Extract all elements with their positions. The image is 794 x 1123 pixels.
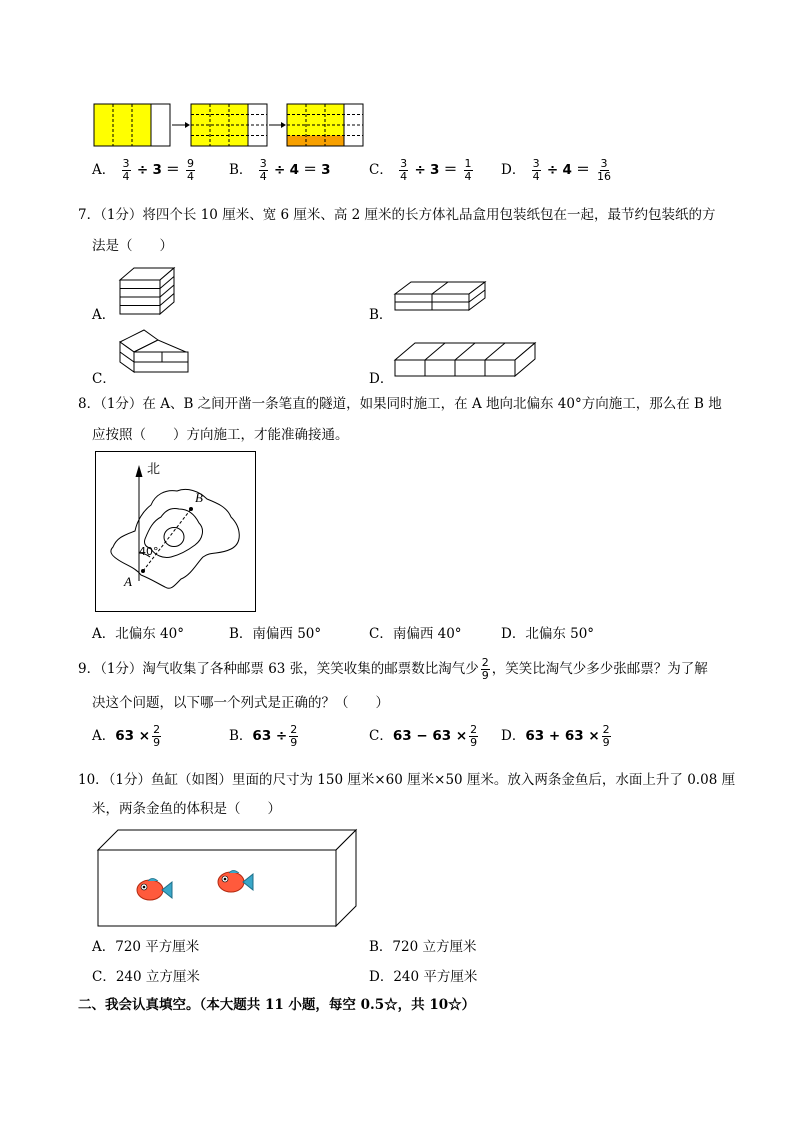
q9-stem-line2: 决这个问题，以下哪一个列式是正确的？（ ） (92, 695, 389, 711)
q9-option-a[interactable]: A．63 × $\frac{2}{9}$ (92, 723, 161, 749)
q7-row-of-four-icon (393, 340, 538, 380)
q10-option-b[interactable]: B．720 立方厘米 (369, 939, 477, 955)
q8-stem-line1: 8．（1分）在 A、B 之间开凿一条笔直的隧道，如果同时施工，在 A 地向北偏东 40°方向施工，那么在 B 地 (78, 396, 722, 412)
q6-option-c[interactable]: C． $\frac{3}{4}$ ÷ 3 ＝ $\frac{1}{4}$ (369, 157, 472, 183)
q9-option-d[interactable]: D．63 + 63 × $\frac{2}{9}$ (501, 723, 610, 749)
q7-stem-line2: 法是（ ） (92, 238, 173, 254)
section2-title: 二、我会认真填空。（本大题共 11 小题，每空 0.5☆，共 10☆） (78, 997, 476, 1013)
q9-option-c[interactable]: C．63 − 63 × $\frac{2}{9}$ (369, 723, 478, 749)
q8-option-d[interactable]: D．北偏东 50° (501, 626, 595, 642)
q10-option-d[interactable]: D．240 平方厘米 (369, 969, 478, 985)
map-angle-label: 40° (139, 545, 159, 558)
q8-option-c[interactable]: C．南偏西 40° (369, 626, 462, 642)
q7-stack-2x2-alt-icon (118, 328, 190, 376)
q7-option-a[interactable]: A． (92, 307, 116, 323)
q7-option-b[interactable]: B． (369, 307, 393, 323)
q10-option-a[interactable]: A．720 平方厘米 (92, 939, 200, 955)
q7-stem-line1: 7．（1分）将四个长 10 厘米、宽 6 厘米、高 2 厘米的长方体礼品盒用包装纸包在一起，最节约包装纸的方 (78, 207, 716, 223)
q7-stack-2x2-icon (393, 280, 488, 314)
q6-option-b[interactable]: B． $\frac{3}{4}$ ÷ 4 ＝ 3 (229, 157, 331, 183)
map-north-label: 北 (147, 461, 161, 476)
q10-fish-tank-figure (96, 828, 360, 930)
q8-option-a[interactable]: A．北偏东 40° (92, 626, 184, 642)
q7-option-d[interactable]: D． (369, 371, 394, 387)
map-point-a: A (124, 574, 132, 589)
q9-stem-line1: 9．（1分）淘气收集了各种邮票 63 张，笑笑收集的邮票数比淘气少 $\frac{2}{9}$ ，笑笑比淘气少多少张邮票？为了解 (78, 656, 708, 682)
q8-option-b[interactable]: B．南偏西 50° (229, 626, 322, 642)
q10-option-c[interactable]: C．240 立方厘米 (92, 969, 200, 985)
q10-stem-line2: 米，两条金鱼的体积是（ ） (92, 801, 281, 817)
q10-stem-line1: 10．（1分）鱼缸（如图）里面的尺寸为 150 厘米×60 厘米×50 厘米。放入两条金鱼后，水面上升了 0.08 厘 (78, 772, 736, 788)
q6-option-a[interactable]: A． $\frac{3}{4}$ ÷ 3 ＝ $\frac{9}{4}$ (92, 157, 194, 183)
q8-map-figure (95, 451, 257, 613)
q6-option-d[interactable]: D． $\frac{3}{4}$ ÷ 4 ＝ $\frac{3}{16}$ (501, 157, 612, 183)
map-point-b: B (195, 490, 203, 505)
q8-stem-line2: 应按照（ ）方向施工，才能准确接通。 (92, 427, 349, 443)
q9-option-b[interactable]: B．63 ÷ $\frac{2}{9}$ (229, 723, 298, 749)
q6-fraction-figure (92, 102, 372, 152)
q7-option-c[interactable]: C． (92, 371, 116, 387)
q7-stack-vertical-icon (118, 266, 178, 318)
